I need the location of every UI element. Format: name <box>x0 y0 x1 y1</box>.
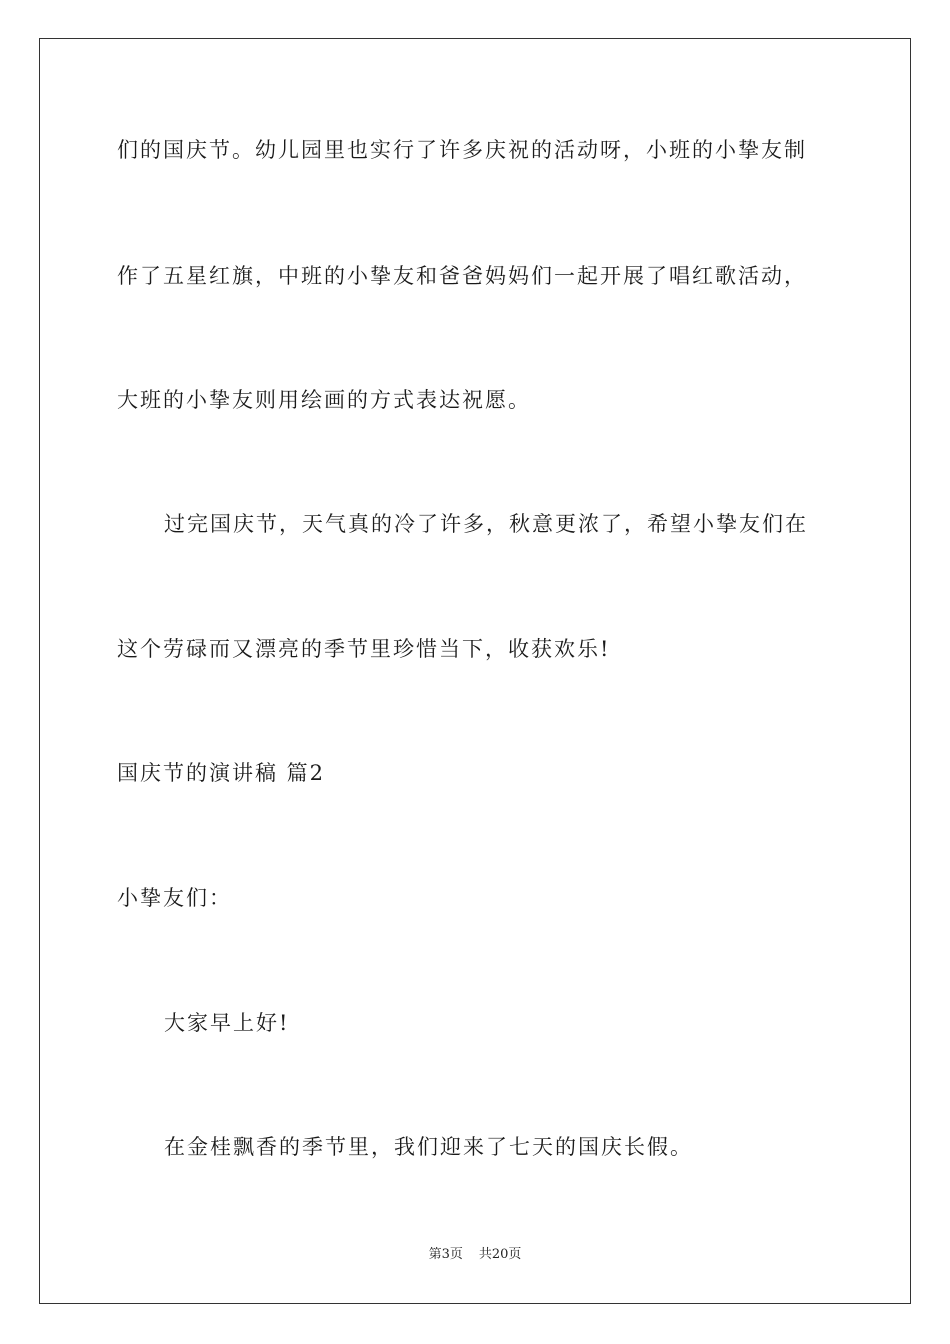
paragraph-line: 大家早上好! <box>164 1011 290 1035</box>
paragraph-line: 作了五星红旗，中班的小挚友和爸爸妈妈们一起开展了唱红歌活动， <box>117 264 807 288</box>
page-border <box>39 38 911 1304</box>
section-heading: 国庆节的演讲稿 篇2 <box>117 761 326 785</box>
paragraph-line: 过完国庆节，天气真的冷了许多，秋意更浓了，希望小挚友们在 <box>164 512 808 536</box>
salutation: 小挚友们： <box>117 886 232 910</box>
paragraph-line: 这个劳碌而又漂亮的季节里珍惜当下，收获欢乐! <box>117 637 611 661</box>
page-footer <box>0 1246 950 1264</box>
paragraph-line: 在金桂飘香的季节里，我们迎来了七天的国庆长假。 <box>164 1135 693 1159</box>
page-total: 共20页 <box>478 1247 522 1262</box>
paragraph-line: 们的国庆节。幼儿园里也实行了许多庆祝的活动呀，小班的小挚友制 <box>117 138 807 162</box>
paragraph-line: 大班的小挚友则用绘画的方式表达祝愿。 <box>117 388 531 412</box>
page-number: 第3页 <box>428 1247 463 1262</box>
